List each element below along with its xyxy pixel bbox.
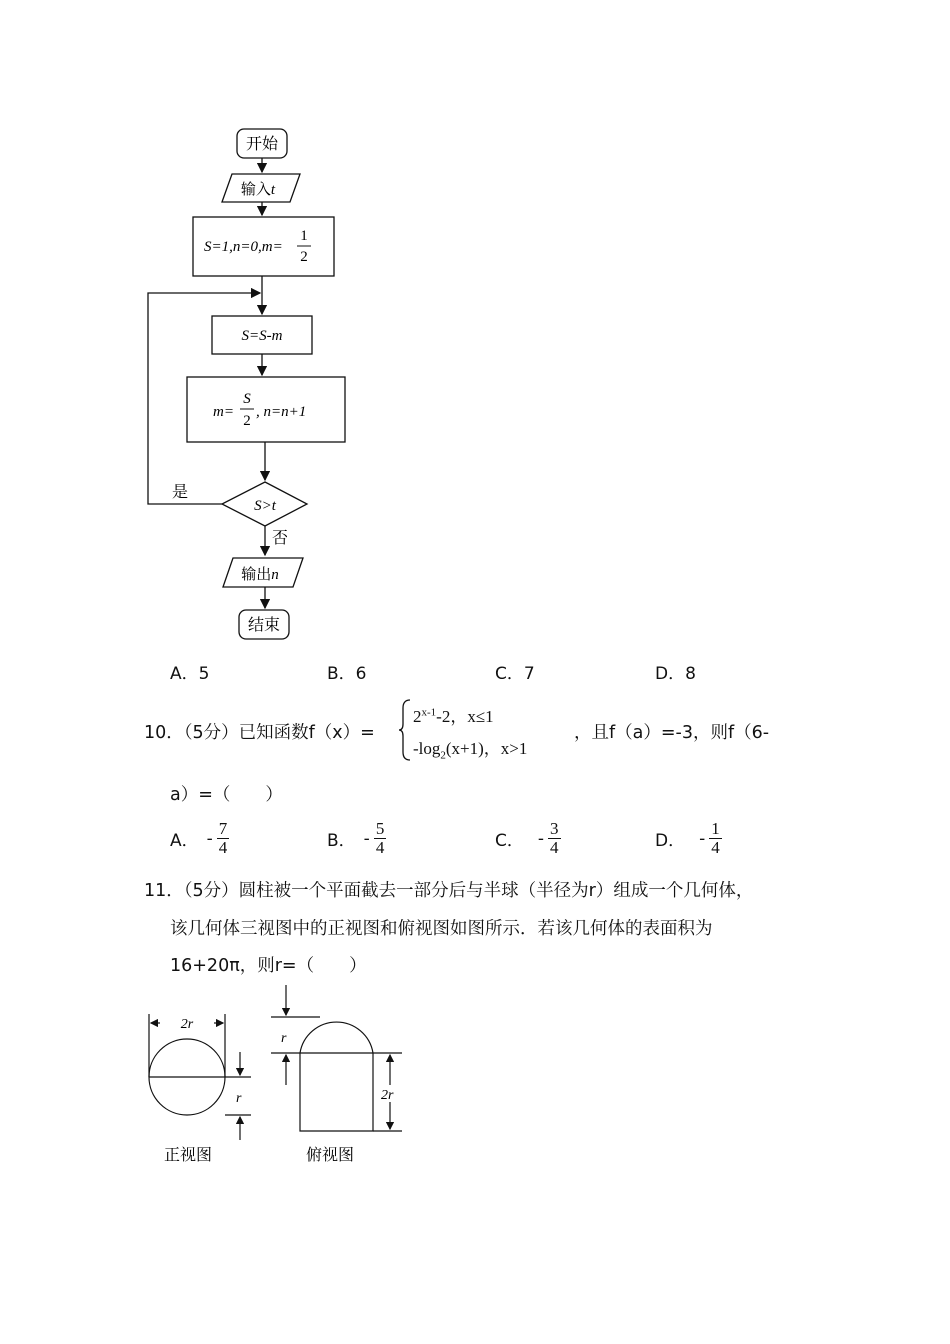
q10-case1: 2$^{x-1}$-2，x≤1 bbox=[413, 706, 494, 726]
q10-line2: a）=（ ） bbox=[170, 785, 283, 805]
front-view-caption: 正视图 bbox=[163, 1145, 213, 1164]
svg-text:输入t bbox=[241, 180, 276, 198]
option-a[interactable]: A．5 bbox=[170, 664, 210, 684]
three-views-figure bbox=[130, 980, 430, 1180]
q10-option-b[interactable]: B． - $\frac{5}{4}$ bbox=[327, 819, 385, 857]
front-label-2r: 2r bbox=[180, 1017, 194, 1032]
start-label: 开始 bbox=[245, 134, 279, 153]
top-view-shape bbox=[300, 1022, 373, 1131]
q10-lead: 10．（5分）已知函数f（x）= bbox=[144, 723, 375, 743]
yes-label: 是 bbox=[172, 482, 189, 501]
q11-line2: 该几何体三视图中的正视图和俯视图如图所示．若该几何体的表面积为 bbox=[170, 919, 713, 939]
step2-frac-num: S bbox=[243, 391, 251, 407]
decision-label: S>t bbox=[254, 498, 276, 514]
q10-tail: ，且f（a）=-3，则f（6- bbox=[574, 723, 770, 743]
q10-case2: $-\log_2(x+1)$，x>1 bbox=[413, 739, 528, 762]
step2-suffix: , n=n+1 bbox=[256, 404, 307, 420]
init-frac-den: 2 bbox=[300, 249, 308, 265]
init-frac-num: 1 bbox=[300, 228, 308, 244]
q10-option-d[interactable]: D． - $\frac{1}{4}$ bbox=[655, 819, 720, 857]
output-label: 输出 bbox=[241, 565, 272, 583]
q11-line1: 11．（5分）圆柱被一个平面截去一部分后与半球（半径为r）组成一个几何体， bbox=[144, 881, 754, 901]
front-label-r: r bbox=[236, 1091, 242, 1106]
input-var: t bbox=[270, 182, 276, 198]
step2-frac-den: 2 bbox=[243, 413, 251, 429]
end-label: 结束 bbox=[247, 615, 281, 634]
option-b[interactable]: B．6 bbox=[327, 664, 367, 684]
q10-option-a[interactable]: A． - $\frac{7}{4}$ bbox=[170, 819, 228, 857]
option-c[interactable]: C．7 bbox=[495, 664, 535, 684]
q10-option-c[interactable]: C． - $\frac{3}{4}$ bbox=[495, 819, 559, 857]
init-formula: S=1,n=0,m= bbox=[204, 239, 283, 255]
flowchart bbox=[0, 0, 420, 660]
q11-line3: 16+20π，则r=（ ） bbox=[170, 956, 367, 976]
input-label: 输入 bbox=[240, 180, 271, 198]
piecewise-brace-icon bbox=[398, 698, 412, 762]
svg-text:输出n bbox=[241, 565, 279, 583]
step2-prefix: m= bbox=[213, 404, 234, 420]
top-label-2r: 2r bbox=[381, 1088, 394, 1103]
top-view-caption: 俯视图 bbox=[305, 1145, 355, 1164]
option-d[interactable]: D．8 bbox=[655, 664, 696, 684]
step1-formula: S=S-m bbox=[241, 328, 283, 344]
top-label-r: r bbox=[281, 1031, 287, 1046]
output-var: n bbox=[271, 567, 279, 583]
no-label: 否 bbox=[272, 528, 289, 547]
